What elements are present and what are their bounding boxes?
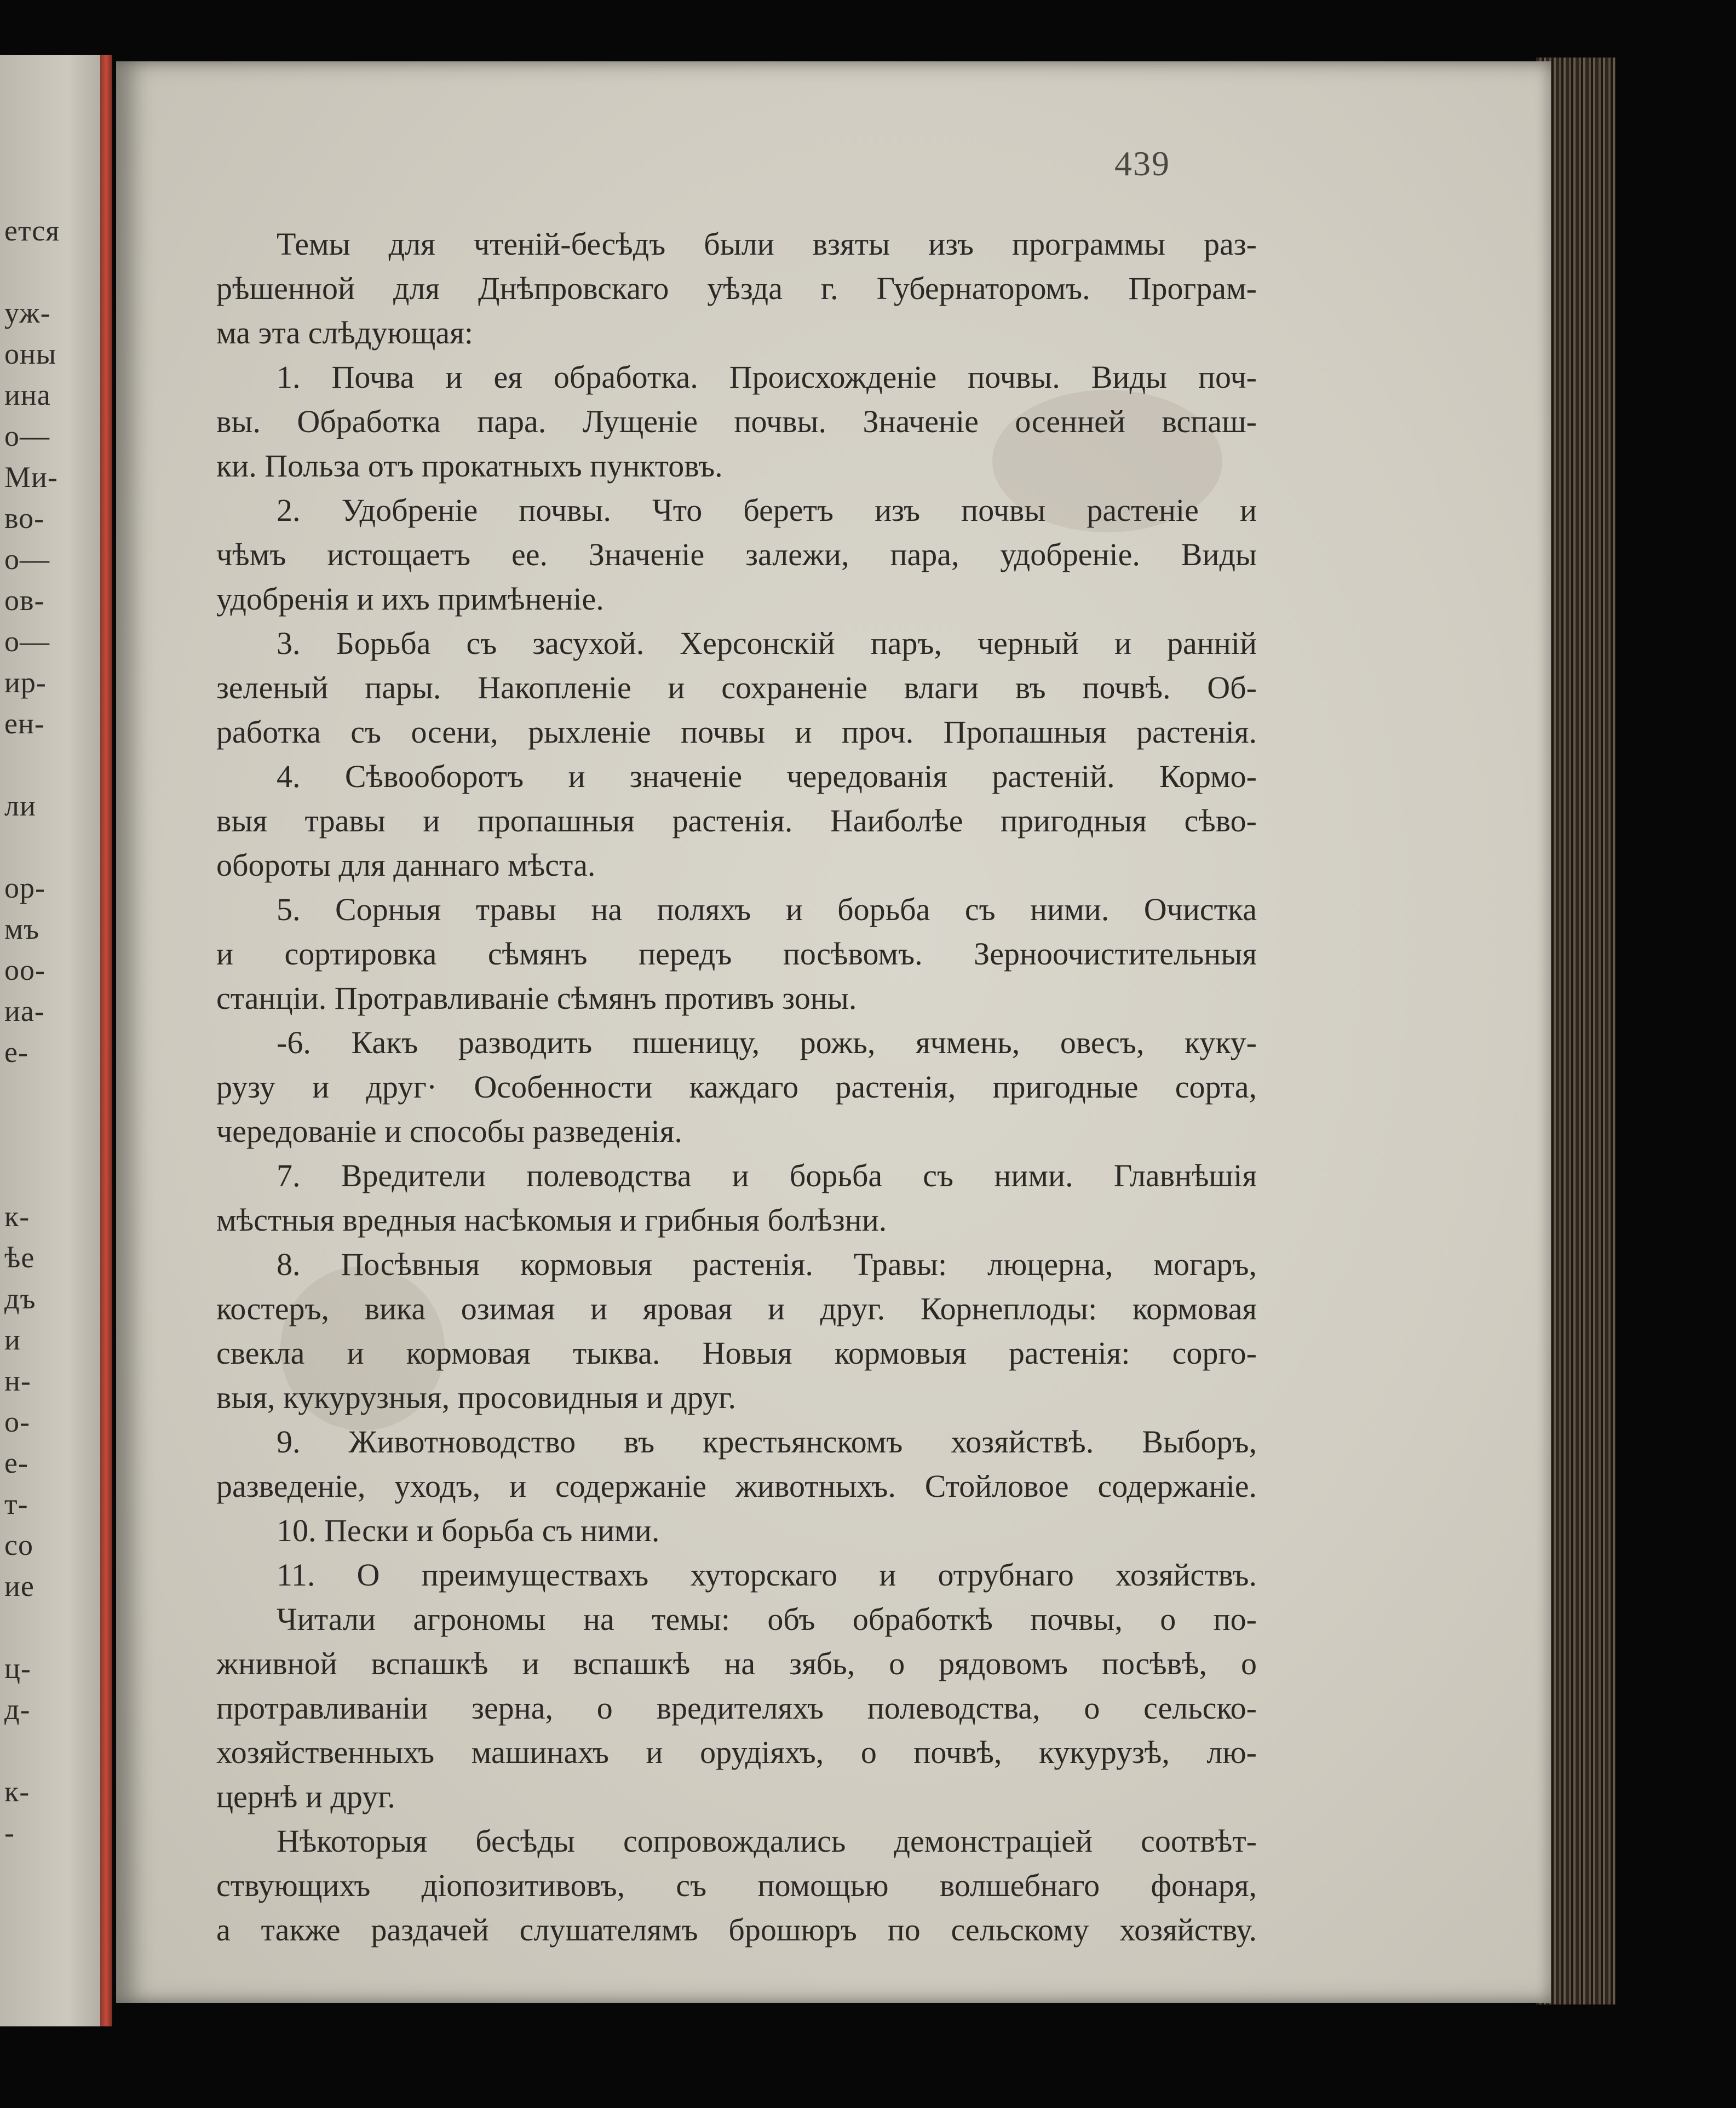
left-page-text-fragment: мъ	[4, 912, 40, 945]
text-line: Читали агрономы на темы: объ обработкѣ почвы, о по-	[277, 1601, 1257, 1637]
text-line: 3. Борьба съ засухой. Херсонскій паръ, черный и ранній	[277, 625, 1257, 661]
left-page-text-fragment: оо-	[4, 954, 45, 986]
text-line: обороты для даннаго мѣста.	[216, 847, 596, 883]
text-line: рузу и друг· Особенности каждаго растенія, пригодные сорта,	[216, 1069, 1257, 1105]
text-line: Нѣкоторыя бесѣды сопровождались демонстраціей соотвѣт-	[277, 1823, 1257, 1859]
left-page-text-fragment: Ми-	[4, 461, 58, 493]
left-page-text-fragment: о—	[4, 420, 50, 452]
left-page-text-fragment: ор-	[4, 871, 45, 904]
text-line: 11. О преимуществахъ хуторскаго и отрубнаго хозяйствъ.	[277, 1557, 1257, 1593]
text-line: 2. Удобреніе почвы. Что беретъ изъ почвы растеніе и	[277, 492, 1257, 528]
left-page-text-fragment: о-	[4, 1405, 30, 1438]
text-line: работка съ осени, рыхленіе почвы и проч. Пропашныя растенія.	[216, 714, 1257, 750]
text-line: 8. Посѣвныя кормовыя растенія. Травы: люцерна, могаръ,	[277, 1247, 1257, 1282]
text-line: ствующихъ діопозитивовъ, съ помощью волшебнаго фонаря,	[216, 1868, 1257, 1903]
text-line: 4. Сѣвооборотъ и значеніе чередованія растеній. Кормо-	[277, 759, 1257, 794]
text-line: -6. Какъ разводить пшеницу, рожь, ячмень, овесъ, куку-	[277, 1025, 1257, 1060]
left-page-text-fragment: ие	[4, 1570, 35, 1602]
text-line: свекла и кормовая тыква. Новыя кормовыя растенія: сорго-	[216, 1335, 1257, 1371]
text-line: зеленый пары. Накопленіе и сохраненіе влаги въ почвѣ. Об-	[216, 670, 1257, 705]
body-text	[216, 222, 1257, 1952]
left-page-text-fragment: н-	[4, 1364, 31, 1397]
text-line: хозяйственныхъ машинахъ и орудіяхъ, о почвѣ, кукурузѣ, лю-	[216, 1734, 1257, 1770]
text-line: чѣмъ истощаетъ ее. Значеніе залежи, пара, удобреніе. Виды	[216, 537, 1257, 572]
left-page-text-fragment: ц-	[4, 1652, 31, 1685]
left-page-text-fragment: дъ	[4, 1282, 36, 1315]
text-line: ма эта слѣдующая:	[216, 315, 473, 351]
left-page-text-fragment: ѣе	[4, 1241, 35, 1274]
text-line: разведеніе, уходъ, и содержаніе животныхъ. Стойловое содержаніе.	[216, 1468, 1257, 1504]
left-page-text-fragment: иа-	[4, 995, 45, 1027]
text-line: протравливаніи зерна, о вредителяхъ полеводства, о сельско-	[216, 1690, 1257, 1726]
text-line: вы. Обработка пара. Лущеніе почвы. Значеніе осенней вспаш-	[216, 404, 1257, 439]
text-line: выя, кукурузныя, просовидныя и друг.	[216, 1380, 736, 1415]
left-page-text-fragment: ир-	[4, 666, 47, 699]
left-page-text-fragment: е-	[4, 1446, 28, 1479]
text-line: Темы для чтеній-бесѣдъ были взяты изъ программы раз-	[277, 226, 1257, 262]
left-page-text-fragment: ен-	[4, 707, 45, 740]
left-page-text-fragment: о—	[4, 625, 50, 658]
left-page-text-fragment: во-	[4, 502, 45, 535]
page-number: 439	[1114, 144, 1170, 183]
text-line: 7. Вредители полеводства и борьба съ ними. Главнѣшія	[277, 1158, 1257, 1193]
text-line: мѣстныя вредныя насѣкомыя и грибныя болѣзни.	[216, 1202, 887, 1238]
text-line: выя травы и пропашныя растенія. Наиболѣе пригодныя сѣво-	[216, 803, 1257, 838]
left-page-text-fragment: и	[4, 1323, 21, 1356]
left-page-text-fragment: т-	[4, 1487, 28, 1520]
text-line: 10. Пески и борьба съ ними.	[277, 1513, 660, 1548]
left-page-text-fragment: -	[4, 1816, 15, 1849]
text-line: ки. Польза отъ прокатныхъ пунктовъ.	[216, 448, 723, 484]
text-line: 5. Сорныя травы на поляхъ и борьба съ ними. Очистка	[277, 892, 1257, 927]
text-line: жнивной вспашкѣ и вспашкѣ на зябь, о рядовомъ посѣвѣ, о	[216, 1646, 1257, 1681]
text-line: чередованіе и способы разведенія.	[216, 1113, 682, 1149]
text-line: 9. Животноводство въ крестьянскомъ хозяйствѣ. Выборъ,	[277, 1424, 1257, 1460]
text-line: костеръ, вика озимая и яровая и друг. Корнеплоды: кормовая	[216, 1291, 1257, 1326]
text-line: рѣшенной для Днѣпровскаго уѣзда г. Губернаторомъ. Програм-	[216, 271, 1257, 306]
left-page-text-fragment: со	[4, 1529, 33, 1561]
left-page-edge	[100, 55, 112, 2026]
left-page-text-fragment: уж-	[4, 296, 51, 329]
left-page-text-fragment: к-	[4, 1775, 30, 1808]
text-line: удобренія и ихъ примѣненіе.	[216, 581, 604, 617]
left-page-text-fragment: ов-	[4, 584, 45, 617]
left-page-text-fragment: ется	[4, 214, 60, 247]
left-page-text-fragment: к-	[4, 1200, 30, 1233]
text-line: станціи. Протравливаніе сѣмянъ противъ зоны.	[216, 980, 857, 1016]
left-page-text-fragment: о—	[4, 543, 50, 576]
left-page-text-fragment: ина	[4, 378, 51, 411]
left-page-text-fragment: ли	[4, 789, 36, 822]
left-page-text-fragment: оны	[4, 337, 57, 370]
text-line: а также раздачей слушателямъ брошюръ по сельскому хозяйству.	[216, 1912, 1257, 1948]
text-line: цернѣ и друг.	[216, 1779, 395, 1814]
left-page-text-fragment: д-	[4, 1693, 31, 1726]
text-line: и сортировка сѣмянъ передъ посѣвомъ. Зерноочистительныя	[216, 936, 1257, 972]
text-line: 1. Почва и ея обработка. Происхожденіе почвы. Виды поч-	[277, 359, 1257, 395]
left-page-fragment	[0, 55, 112, 2026]
left-page-text-fragment: е-	[4, 1036, 28, 1069]
